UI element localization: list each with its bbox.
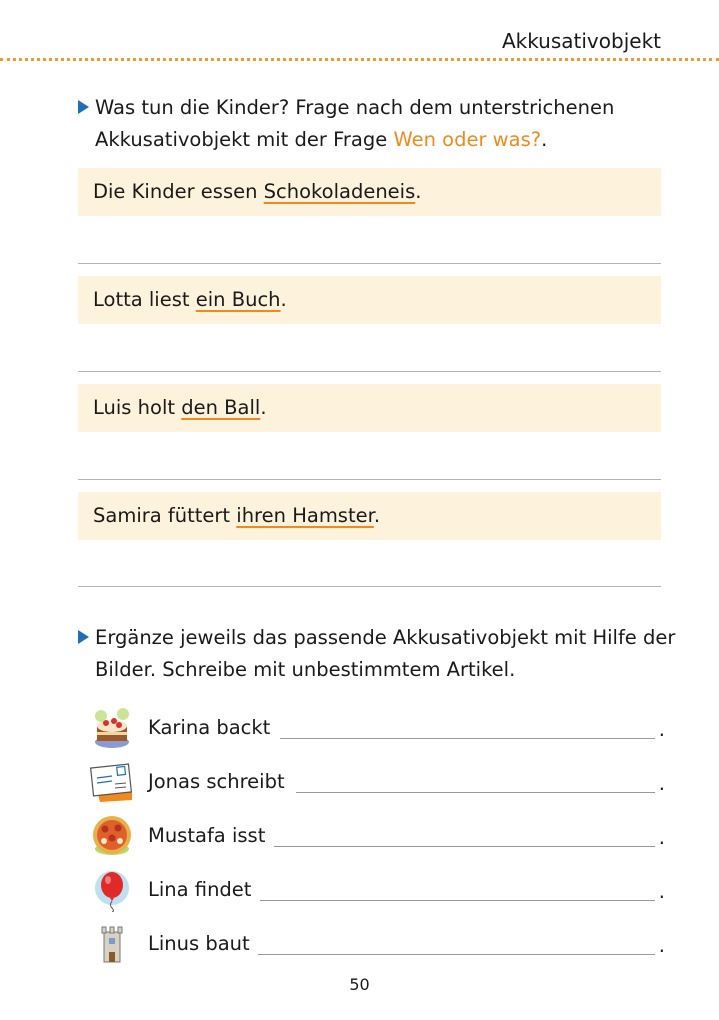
answer-blank[interactable] [296, 792, 655, 793]
answer-line[interactable] [78, 371, 661, 372]
task-label: Jonas schreibt [148, 770, 285, 793]
task-label: Linus baut [148, 932, 250, 955]
answer-blank[interactable] [274, 846, 655, 847]
task-marker-icon [78, 100, 89, 114]
pizza-icon [90, 814, 134, 858]
underlined-object: Schokoladeneis [263, 180, 416, 203]
answer-line[interactable] [78, 263, 661, 264]
task-marker-icon [78, 630, 89, 644]
task-row-mustafa [90, 814, 665, 858]
answer-blank[interactable] [260, 900, 655, 901]
underlined-object: ihren Hamster [236, 504, 374, 527]
task-label: Lina findet [148, 878, 252, 901]
task-row-jonas [90, 760, 665, 804]
sentence-end: . [658, 880, 665, 903]
underlined-object: ein Buch [195, 288, 281, 311]
sentence-end: . [658, 934, 665, 957]
sentence-end: . [658, 772, 665, 795]
task-label: Mustafa isst [148, 824, 266, 847]
header-dotted-divider [0, 58, 719, 61]
task-row-linus [90, 922, 665, 966]
postcard-icon [90, 760, 134, 804]
answer-blank[interactable] [258, 954, 655, 955]
sentence-box: Samira füttert ihren Hamster. [78, 492, 661, 540]
sentence-end: . [658, 718, 665, 741]
answer-line[interactable] [78, 479, 661, 480]
question-highlight: Wen oder was? [393, 128, 542, 151]
page-number: 50 [349, 975, 370, 994]
sentence-box: Lotta liest ein Buch. [78, 276, 661, 324]
answer-line[interactable] [78, 586, 661, 587]
sentence-box: Die Kinder essen Schokoladeneis. [78, 168, 661, 216]
task-row-lina [90, 868, 665, 912]
answer-blank[interactable] [280, 738, 655, 739]
tower-icon [90, 922, 134, 966]
task-row-karina [90, 706, 665, 750]
task-label: Karina backt [148, 716, 271, 739]
sentence-box: Luis holt den Ball. [78, 384, 661, 432]
balloon-icon [90, 868, 134, 912]
page-header-title: Akkusativobjekt [501, 29, 661, 53]
task1-instruction: Was tun die Kinder? Frage nach dem unterstrichenen Akkusativobjekt mit der Frage Wen oder was?. [78, 92, 678, 156]
task2-instruction: Ergänze jeweils das passende Akkusativobjekt mit Hilfe der Bilder. Schreibe mit unbestimmtem Artikel. [78, 622, 678, 686]
underlined-object: den Ball [181, 396, 261, 419]
sentence-end: . [658, 826, 665, 849]
cake-icon [90, 706, 134, 750]
